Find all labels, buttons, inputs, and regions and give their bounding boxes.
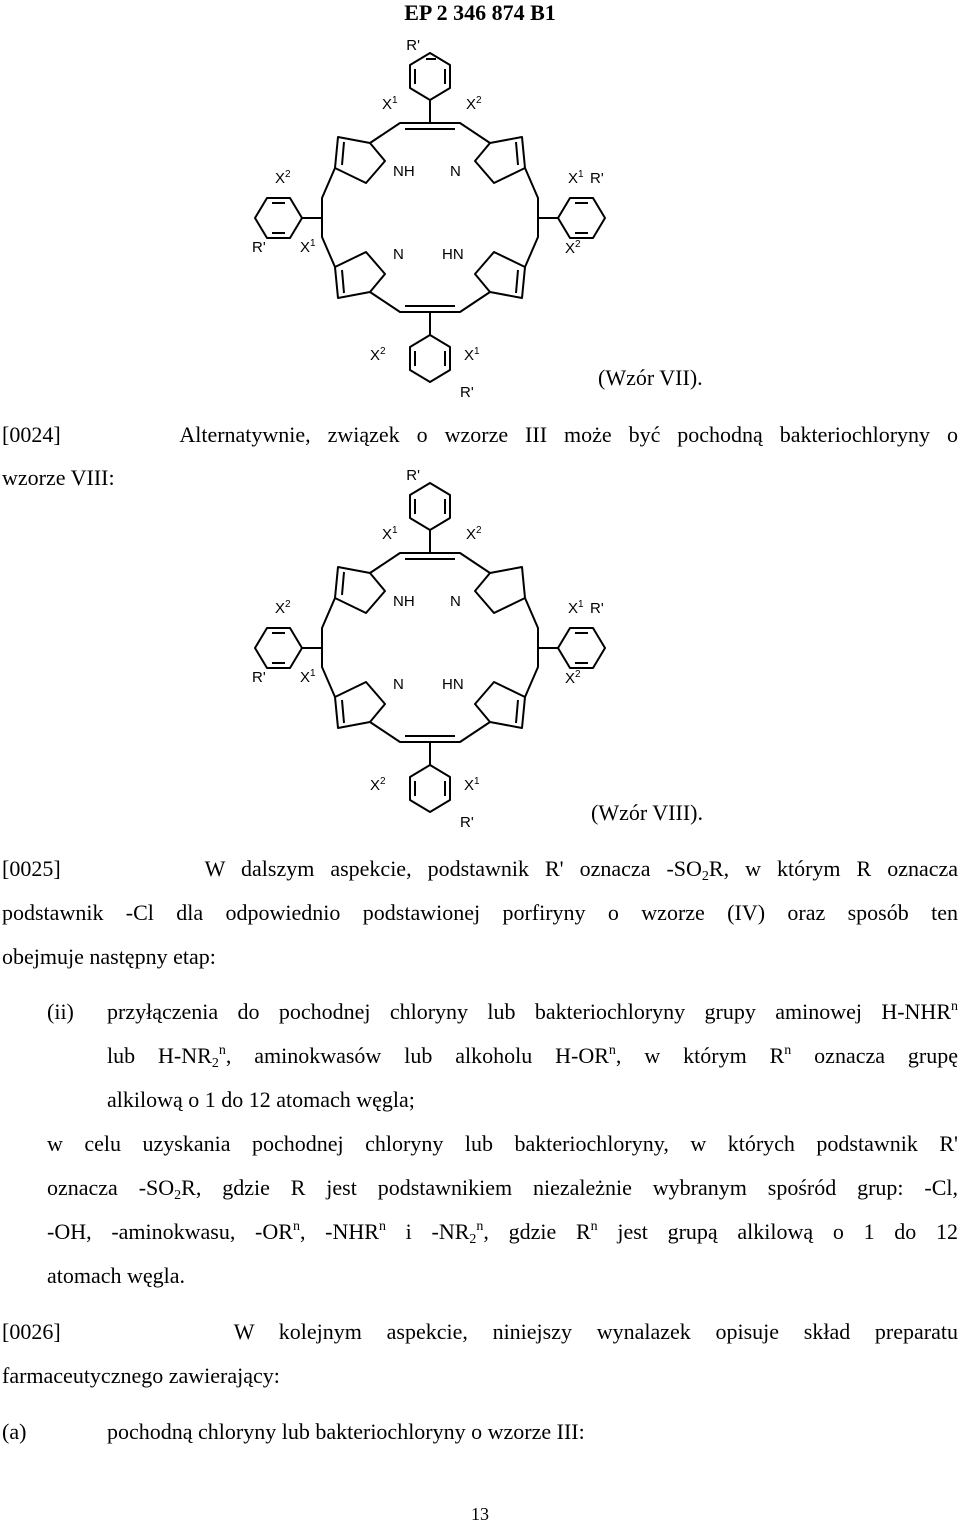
paragraph-0026-line1: [0026] W kolejnym aspekcie, niniejszy wynalazek opisuje skład preparatu: [2, 1319, 958, 1344]
hn-label: HN: [442, 246, 464, 263]
x1-label: $X^1$: [382, 95, 398, 113]
x2-label: $X^2$: [565, 239, 581, 257]
r-prime-label: R': [252, 239, 266, 256]
x1-label: $X^1$: [382, 525, 398, 543]
x2-label: $X^2$: [565, 669, 581, 687]
structure-diagram-viii: [250, 467, 610, 831]
paragraph-0026-line2: farmaceutycznego zawierający:: [2, 1363, 280, 1388]
x1-label: $X^1$: [568, 599, 584, 617]
result-line1: w celu uzyskania pochodnej chloryny lub bakteriochloryny, w których podstawnik R': [47, 1131, 958, 1156]
bacteriochlorin-structure-viii: [250, 467, 610, 831]
item-label-ii: (ii): [47, 999, 74, 1024]
x1-label: $X^1$: [464, 776, 480, 794]
n-label: N: [393, 246, 404, 263]
paragraph-ref: [0026]: [2, 1319, 61, 1344]
paragraph-ref: [0025]: [2, 856, 61, 881]
r-prime-label: R': [460, 814, 474, 831]
n-label: N: [450, 593, 461, 610]
paragraph-0025-line2: podstawnik -Cl dla odpowiednio podstawionej porfiryny o wzorze (IV) oraz sposób ten: [2, 900, 958, 925]
paragraph-0025-line3: obejmuje następny etap:: [2, 944, 216, 969]
r-prime-label: R': [590, 600, 604, 617]
x1-label: $X^1$: [464, 346, 480, 364]
item-ii-line1: przyłączenia do pochodnej chloryny lub bakteriochloryny grupy aminowej H-NHR$^n$: [107, 999, 958, 1024]
result-line4: atomach węgla.: [47, 1263, 186, 1288]
hn-label: HN: [442, 676, 464, 693]
formula-caption-viii: (Wzór VIII).: [591, 800, 703, 825]
x2-label: $X^2$: [275, 169, 291, 187]
porphyrin-structure-vii: [250, 37, 610, 401]
x2-label: $X^2$: [370, 776, 386, 794]
r-prime-label: R': [590, 170, 604, 187]
item-ii-line3: alkilową o 1 do 12 atomach węgla;: [107, 1087, 415, 1112]
r-prime-label: R': [406, 37, 420, 54]
paragraph-0024-line1: [0024] Alternatywnie, związek o wzorze III może być pochodną bakteriochloryny o: [2, 422, 959, 447]
r-prime-label: R': [406, 467, 420, 484]
item-a-text: pochodną chloryny lub bakteriochloryny o wzorze III:: [107, 1419, 585, 1444]
nh-label: NH: [393, 593, 415, 610]
paragraph-0024-line2: wzorze VIII:: [2, 465, 115, 490]
nh-label: NH: [393, 163, 415, 180]
result-line2: oznacza $-SO_2R$, gdzie R jest podstawnikiem niezależnie wybranym spośród grup: -Cl,: [47, 1175, 959, 1203]
formula-caption-vii: (Wzór VII).: [598, 365, 703, 390]
paragraph-0025-line1: [0025] W dalszym aspekcie, podstawnik R' oznacza $-SO_2R$, w którym R oznacza: [2, 856, 959, 884]
x2-label: $X^2$: [466, 525, 482, 543]
paragraph-ref: [0024]: [2, 422, 61, 447]
item-ii-line2: lub $H-NR_2^n$, aminokwasów lub alkoholu $H-OR^n$, w którym $R^n$ oznacza grupę: [107, 1043, 958, 1071]
r-prime-label: R': [460, 384, 474, 401]
structure-diagram-vii: [250, 37, 610, 401]
n-label: N: [393, 676, 404, 693]
x1-label: $X^1$: [300, 668, 316, 686]
item-label-a: (a): [2, 1419, 27, 1444]
x1-label: $X^1$: [300, 238, 316, 256]
x2-label: $X^2$: [370, 346, 386, 364]
result-line3: -OH, -aminokwasu, $-OR^n$, -NHR$^n$ i $-NR_2^n$, gdzie $R^n$ jest grupą alkilową o 1 do 12: [47, 1219, 958, 1247]
x1-label: $X^1$: [568, 169, 584, 187]
page-number: 13: [471, 1504, 489, 1524]
r-prime-label: R': [252, 669, 266, 686]
patent-number-header: EP 2 346 874 B1: [404, 0, 556, 25]
x2-label: $X^2$: [275, 599, 291, 617]
x2-label: $X^2$: [466, 95, 482, 113]
n-label: N: [450, 163, 461, 180]
